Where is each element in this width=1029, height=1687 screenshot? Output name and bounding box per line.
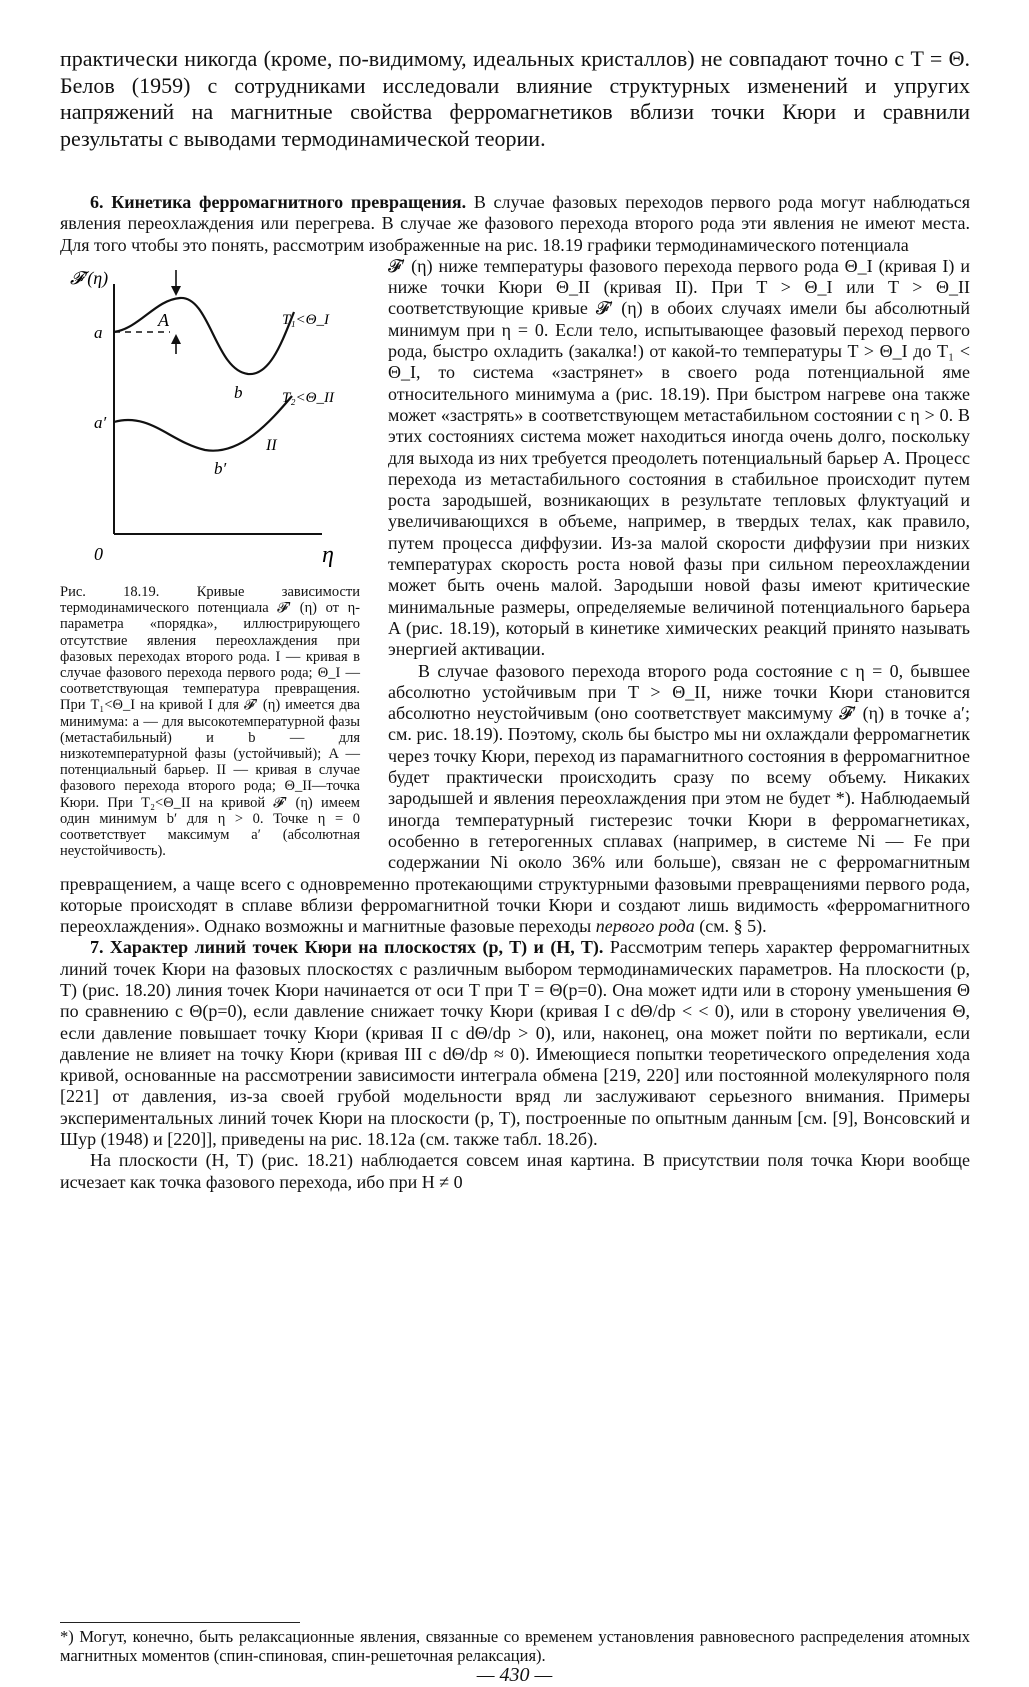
figure-caption: Рис. 18.19. Кривые зависимости термодинамического потенциала 𝓕′ (η) от η-параметра «порядка», иллюстрирующего отсутствие явления переохлаждения при фазовых переходах второго рода. I — кривая в случае фазового перехода первого рода; Θ_I — соответствующая температура превращения. При T₁<Θ_I на кривой I для 𝓕′ (η) имеется два минимума: a — для высокотемпературной фазы (метастабильный) и b — для низкотемпературной фазы (устойчивый); A — потенциальный барьер. II — кривая в случае фазового перехода второго рода; Θ_II—точка Кюри. При T₂<Θ_II на кривой 𝓕′ (η) имеем один минимум b′ для η > 0. Точке η = 0 соответствует максимум a′ (абсолютная неустойчивость). xyxy=(60,583,360,860)
section-6-para-2-end: (см. § 5). xyxy=(694,916,767,937)
label-II: II xyxy=(266,436,277,454)
page-number: — 430 — xyxy=(476,1664,553,1686)
figure-18-19 xyxy=(60,262,360,859)
curve-I xyxy=(114,298,294,374)
section-6-para-2-text: В случае фазового перехода второго рода состояние с η = 0, бывшее абсолютно устойчивым при T > Θ_II, ниже точки Кюри становится абсолютно неустойчивым (оно соответствует максимуму 𝓕′ (η) в точке a′; см. рис. 18.19). Поэтому, сколь бы быстро мы ни охлаждали ферромагнетик через точку Кюри, переход из парамагнитного состояния в ферромагнитное будет практически происходить сразу по всему объему. Никаких зародышей и явления переохлаждения при этом не будет *). Наблюдаемый иногда температурный гистерезис точки Кюри в ферромагнетиках, особенно в гетерогенных сплавах (например, в системе Ni — Fe при содержании Ni около 36% или больше), связан не с ферромагнитным превращением, а чаще всего с одновременно протекающими структурными фазовыми превращениями первого рода, которые происходят в сплаве вблизи ферромагнитной точки Кюри и создают лишь видимость «ферромагнитного переохлаждения». Однако возможны и магнитные фазовые переходы xyxy=(60,660,970,937)
section-6-heading: 6. Кинетика ферромагнитного превращения. xyxy=(90,192,467,212)
section-7-heading: 7. Характер линий точек Кюри на плоскостях (p, T) и (H, T). xyxy=(90,937,604,958)
section-6-lead xyxy=(60,192,970,256)
label-b: b xyxy=(234,382,243,402)
label-T2: T₂<Θ_II xyxy=(282,389,335,406)
label-a: a xyxy=(94,322,103,342)
section-6-para-2-italic: первого рода xyxy=(595,916,695,937)
label-A: A xyxy=(158,309,169,330)
label-T1: T₁<Θ_I xyxy=(282,311,330,328)
footnote: *) Могут, конечно, быть релаксационные явления, связанные со временем установления равновесного распределения атомных магнитных моментов (спин-спиновая, спин-решеточная релаксация). xyxy=(60,1627,970,1665)
barrier-arrowhead-bottom xyxy=(171,334,181,344)
label-b-prime: b′ xyxy=(214,458,227,478)
y-axis-label: 𝓕′(η) xyxy=(70,267,109,288)
section-7-para-1 xyxy=(60,937,970,1150)
origin-label: 0 xyxy=(94,543,103,564)
section-6-wrap-text: 𝓕′ (η) ниже температуры фазового перехода первого рода Θ_I (кривая I) и ниже точки Кюри Θ_II (кривая II). При T > Θ_I или T > Θ_II соответствующие кривые 𝓕′ (η) в обоих случаях имели бы абсолютный минимум при η = 0. Если тело, испытывающее фазовый переход первого рода, быстро охладить (закалка!) от какой-то температуры T > Θ_I до T₁ < Θ_I, то система «застрянет» в своего рода потенциальной яме относительного минимума a (рис. 18.19). При быстром нагреве она также может «застрять» в соответствующем метастабильном состоянии с η > 0. В этих состояниях система может находиться иногда очень долго, поскольку для выхода из них требуется преодолеть потенциальный барьер A. Процесс перехода из метастабильного состояния в стабильное происходит путем роста зародышей, возникающих в результате тепловых флуктуаций и увеличивающихся в объеме, например, в твердых телах, как правило, путем процесса диффузии. Из-за малой скорости диффузии при низких температурах скорость роста новой фазы при сильном переохлаждении может быть очень малой. Зародыши новой фазы имеют критические минимальные размеры, определяемые величиной потенциального барьера A (рис. 18.19), который в кинетике химических реакций принято называть энергией активации. xyxy=(388,255,970,660)
footnote-divider xyxy=(60,1622,300,1623)
x-axis-label: η xyxy=(322,541,334,568)
section-7-text: Рассмотрим теперь характер ферромагнитных линий точек Кюри на фазовых плоскостях с различным выбором термодинамических параметров. На плоскости (p, T) (рис. 18.20) линия точек Кюри начинается от оси T при T = Θ(p=0). Она может идти или в сторону уменьшения Θ по сравнению с Θ(p=0), если давление снижает точку Кюри (кривая I с dΘ/dp < < 0), или в сторону увеличения Θ, если давление повышает точку Кюри (кривая II с dΘ/dp > 0), или, наконец, она может пойти по вертикали, если давление не влияет на точку Кюри (кривая III с dΘ/dp ≈ 0). Имеющиеся попытки теоретического определения хода кривой, основанные на рассмотрении зависимости интеграла обмена [219, 220] или постоянной молекулярного поля [221] от давления, из-за своей грубой модельности вряд ли заслуживают серьезного внимания. Примеры экспериментальных линий точек Кюри на плоскости (p, T), построенные по опытным данным [см. [9], Вонсовский и Шур (1948) и [220]], приведены на рис. 18.12а (см. также табл. 18.2б). xyxy=(60,937,970,1150)
barrier-arrowhead-top xyxy=(171,286,181,296)
section-6 xyxy=(60,192,970,1193)
section-7-para-2: На плоскости (H, T) (рис. 18.21) наблюдается совсем иная картина. В присутствии поля точка Кюри вообще исчезает как точка фазового перехода, ибо при H ≠ 0 xyxy=(60,1150,970,1192)
label-a-prime: a′ xyxy=(94,412,107,432)
intro-paragraph: практически никогда (кроме, по-видимому, идеальных кристаллов) не совпадают точно с T = Θ. Белов (1959) с сотрудниками исследовали влияние структурных изменений и упругих напряжений на магнитные свойства ферромагнетиков вблизи точки Кюри и сравнили результаты с выводами термодинамической теории. xyxy=(60,46,970,151)
figure-18-19-graph xyxy=(60,262,360,572)
section-6-lead-text: В случае фазовых переходов первого рода могут наблюдаться явления переохлаждения или перегрева. В случае же фазового перехода второго рода эти явления не имеют места. Для того чтобы это понять, рассмотрим изображенные на рис. 18.19 графики термодинамического потенциала xyxy=(60,192,970,255)
